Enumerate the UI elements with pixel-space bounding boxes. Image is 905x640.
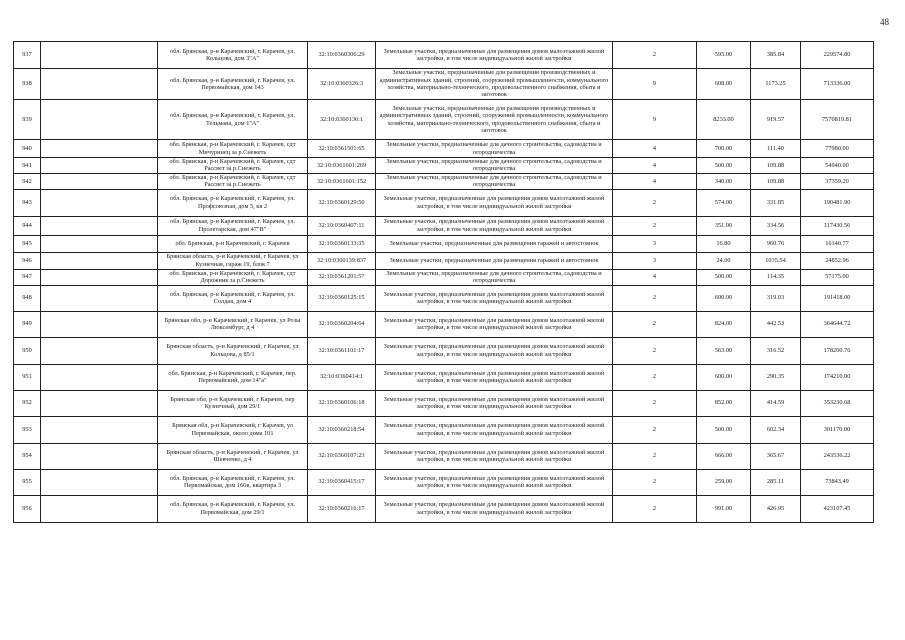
group-number-cell: 2 bbox=[613, 337, 697, 364]
cadastral-number-cell: 32:10:0360129:50 bbox=[308, 189, 376, 216]
table-row bbox=[14, 390, 874, 416]
cadastral-number-cell: 32:10:0360125:15 bbox=[308, 285, 376, 311]
cadastral-number-cell: 32:10:0361601:152 bbox=[308, 173, 376, 189]
cadastral-number-cell: 32:10:0360139:837 bbox=[308, 252, 376, 269]
table-row bbox=[14, 269, 874, 285]
land-use-cell: Земельные участки, предназначенные для размещения домов малоэтажной жилой застройки, в том числе индивидуальной жилой застройки bbox=[376, 216, 613, 235]
blank-cell bbox=[41, 269, 158, 285]
table-row bbox=[14, 252, 874, 269]
area-cell: 666.00 bbox=[697, 443, 751, 469]
specific-value-cell: 319.03 bbox=[751, 285, 801, 311]
group-number-cell: 2 bbox=[613, 364, 697, 390]
cadastral-value-cell: 423107.45 bbox=[801, 495, 874, 522]
specific-value-cell: 114.35 bbox=[751, 269, 801, 285]
row-number-cell: 951 bbox=[14, 364, 41, 390]
cadastral-value-table bbox=[13, 41, 874, 523]
address-cell: обл. Брянская, р-н Карачевский, г. Карачев, ул. Кольцова, дом 3"А" bbox=[158, 42, 308, 69]
address-cell: обл. Брянская, р-н Карачевский, г. Карачев, ул. Первомайская, дом 143 bbox=[158, 69, 308, 100]
row-number-cell: 944 bbox=[14, 216, 41, 235]
cadastral-number-cell: 32:10:0360107:23 bbox=[308, 443, 376, 469]
specific-value-cell: 109.88 bbox=[751, 158, 801, 174]
table-row bbox=[14, 416, 874, 443]
group-number-cell: 9 bbox=[613, 69, 697, 100]
blank-cell bbox=[41, 100, 158, 140]
group-number-cell: 9 bbox=[613, 100, 697, 140]
row-number-cell: 946 bbox=[14, 252, 41, 269]
group-number-cell: 2 bbox=[613, 42, 697, 69]
land-use-cell: Земельные участки, предназначенные для размещения домов малоэтажной жилой застройки, в том числе индивидуальной жилой застройки bbox=[376, 364, 613, 390]
address-cell: обл. Брянская, р-н Карачевский, г. Карачев, ул. Пролетарская, дом 47"В" bbox=[158, 216, 308, 235]
address-cell: обл. Брянская, р-н Карачевский, г. Карачев, ул. Тельмана, дом 1"А" bbox=[158, 100, 308, 140]
land-use-cell: Земельные участки, предназначенные для размещения домов малоэтажной жилой застройки, в том числе индивидуальной жилой застройки bbox=[376, 469, 613, 495]
group-number-cell: 4 bbox=[613, 140, 697, 158]
address-cell: обл. Брянская, р-н Карачевский, г. Карачев, сдт Рассвет за р.Снежеть bbox=[158, 158, 308, 174]
cadastral-number-cell: 32:10:0360415:17 bbox=[308, 469, 376, 495]
area-cell: 600.00 bbox=[697, 364, 751, 390]
cadastral-value-cell: 191418.00 bbox=[801, 285, 874, 311]
group-number-cell: 3 bbox=[613, 252, 697, 269]
area-cell: 574.00 bbox=[697, 189, 751, 216]
cadastral-value-cell: 117430.56 bbox=[801, 216, 874, 235]
cadastral-number-cell: 32:10:0360407:11 bbox=[308, 216, 376, 235]
land-use-cell: Земельные участки, предназначенные для размещения домов малоэтажной жилой застройки, в том числе индивидуальной жилой застройки bbox=[376, 416, 613, 443]
area-cell: 595.00 bbox=[697, 42, 751, 69]
specific-value-cell: 365.67 bbox=[751, 443, 801, 469]
table-row bbox=[14, 364, 874, 390]
specific-value-cell: 960.76 bbox=[751, 235, 801, 252]
address-cell: обл. Брянская, р-н Карачевский, г. Карачев bbox=[158, 235, 308, 252]
area-cell: 340.00 bbox=[697, 173, 751, 189]
specific-value-cell: 1173.25 bbox=[751, 69, 801, 100]
cadastral-value-cell: 57175.00 bbox=[801, 269, 874, 285]
row-number-cell: 950 bbox=[14, 337, 41, 364]
address-cell: обл. Брянская, р-н Карачевский, г. Карачев, пер. Первомайский, дом 14"а" bbox=[158, 364, 308, 390]
specific-value-cell: 442.53 bbox=[751, 311, 801, 337]
group-number-cell: 2 bbox=[613, 390, 697, 416]
address-cell: Брянская обл, р-н Карачевский, г Карачев, ул Розы Люксембург, д 4 bbox=[158, 311, 308, 337]
row-number-cell: 949 bbox=[14, 311, 41, 337]
table-row bbox=[14, 100, 874, 140]
address-cell: Брянская область, р-н Карачевский, г Карачев, ул Кузнечная, гараж 19, блок 7 bbox=[158, 252, 308, 269]
land-use-cell: Земельные участки, предназначенные для дачного строительства, садоводства и огородничества bbox=[376, 269, 613, 285]
group-number-cell: 4 bbox=[613, 173, 697, 189]
cadastral-value-cell: 73843.49 bbox=[801, 469, 874, 495]
specific-value-cell: 334.56 bbox=[751, 216, 801, 235]
blank-cell bbox=[41, 189, 158, 216]
table-row bbox=[14, 158, 874, 174]
cadastral-value-cell: 229574.80 bbox=[801, 42, 874, 69]
table-row bbox=[14, 42, 874, 69]
group-number-cell: 4 bbox=[613, 269, 697, 285]
area-cell: 500.00 bbox=[697, 158, 751, 174]
row-number-cell: 943 bbox=[14, 189, 41, 216]
address-cell: обл. Брянская, р-н Карачевский, г. Карачев, ул. Солдая, дом 4 bbox=[158, 285, 308, 311]
land-use-cell: Земельные участки, предназначенные для размещения гаражей и автостоянок bbox=[376, 252, 613, 269]
blank-cell bbox=[41, 216, 158, 235]
specific-value-cell: 426.95 bbox=[751, 495, 801, 522]
group-number-cell: 2 bbox=[613, 189, 697, 216]
cadastral-number-cell: 32:10:0360306:29 bbox=[308, 42, 376, 69]
specific-value-cell: 919.57 bbox=[751, 100, 801, 140]
cadastral-value-cell: 364644.72 bbox=[801, 311, 874, 337]
cadastral-value-cell: 16140.77 bbox=[801, 235, 874, 252]
table-row bbox=[14, 285, 874, 311]
cadastral-number-cell: 32:10:0360133:35 bbox=[308, 235, 376, 252]
cadastral-number-cell: 32:10:0360204:64 bbox=[308, 311, 376, 337]
specific-value-cell: 331.85 bbox=[751, 189, 801, 216]
specific-value-cell: 1035.54 bbox=[751, 252, 801, 269]
blank-cell bbox=[41, 69, 158, 100]
cadastral-value-cell: 301170.00 bbox=[801, 416, 874, 443]
row-number-cell: 955 bbox=[14, 469, 41, 495]
land-use-cell: Земельные участки, предназначенные для дачного строительства, садоводства и огородничества bbox=[376, 140, 613, 158]
specific-value-cell: 111.40 bbox=[751, 140, 801, 158]
address-cell: обл. Брянская, р-н Карачевский, г. Карачев, сдт Рассвет за р.Снежеть bbox=[158, 173, 308, 189]
row-number-cell: 942 bbox=[14, 173, 41, 189]
blank-cell bbox=[41, 285, 158, 311]
cadastral-value-cell: 713336.00 bbox=[801, 69, 874, 100]
blank-cell bbox=[41, 443, 158, 469]
table-row bbox=[14, 495, 874, 522]
table-row bbox=[14, 189, 874, 216]
cadastral-number-cell: 32:10:0361601:269 bbox=[308, 158, 376, 174]
group-number-cell: 2 bbox=[613, 285, 697, 311]
page-number: 48 bbox=[880, 17, 889, 27]
cadastral-value-cell: 178200.76 bbox=[801, 337, 874, 364]
land-use-cell: Земельные участки, предназначенные для дачного строительства, садоводства и огородничества bbox=[376, 173, 613, 189]
group-number-cell: 2 bbox=[613, 469, 697, 495]
blank-cell bbox=[41, 416, 158, 443]
land-use-cell: Земельные участки, предназначенные для размещения домов малоэтажной жилой застройки, в том числе индивидуальной жилой застройки bbox=[376, 285, 613, 311]
land-use-cell: Земельные участки, предназначенные для размещения домов малоэтажной жилой застройки, в том числе индивидуальной жилой застройки bbox=[376, 390, 613, 416]
row-number-cell: 954 bbox=[14, 443, 41, 469]
area-cell: 500.00 bbox=[697, 416, 751, 443]
table-row bbox=[14, 469, 874, 495]
row-number-cell: 948 bbox=[14, 285, 41, 311]
land-use-cell: Земельные участки, предназначенные для дачного строительства, садоводства и огородничества bbox=[376, 158, 613, 174]
group-number-cell: 2 bbox=[613, 443, 697, 469]
address-cell: Брянская область, р-н Карачевский, г Карачев, ул Кольцова, д 85/1 bbox=[158, 337, 308, 364]
cadastral-number-cell: 32:10:0360106:18 bbox=[308, 390, 376, 416]
group-number-cell: 2 bbox=[613, 416, 697, 443]
specific-value-cell: 109.88 bbox=[751, 173, 801, 189]
row-number-cell: 937 bbox=[14, 42, 41, 69]
address-cell: Брянская обл, р-н Карачевский, г Карачев, пер Кузнечный, дом 29/1 bbox=[158, 390, 308, 416]
area-cell: 16.80 bbox=[697, 235, 751, 252]
land-use-cell: Земельные участки, предназначенные для размещения домов малоэтажной жилой застройки, в том числе индивидуальной жилой застройки bbox=[376, 189, 613, 216]
specific-value-cell: 290.35 bbox=[751, 364, 801, 390]
table-row bbox=[14, 443, 874, 469]
address-cell: Брянская обл, р-н Карачевский, г Карачев, ул Первомайская, около дома 101 bbox=[158, 416, 308, 443]
row-number-cell: 941 bbox=[14, 158, 41, 174]
blank-cell bbox=[41, 42, 158, 69]
cadastral-value-cell: 7570819.81 bbox=[801, 100, 874, 140]
address-cell: обл. Брянская, р-н Карачевский, г. Карачев, ул. Профсоюзная, дом 5, кв 2 bbox=[158, 189, 308, 216]
blank-cell bbox=[41, 390, 158, 416]
cadastral-value-cell: 54940.00 bbox=[801, 158, 874, 174]
group-number-cell: 4 bbox=[613, 158, 697, 174]
land-use-cell: Земельные участки, предназначенные для размещения гаражей и автостоянок bbox=[376, 235, 613, 252]
blank-cell bbox=[41, 252, 158, 269]
blank-cell bbox=[41, 311, 158, 337]
cadastral-value-cell: 243536.22 bbox=[801, 443, 874, 469]
land-use-cell: Земельные участки, предназначенные для размещения домов малоэтажной жилой застройки, в том числе индивидуальной жилой застройки bbox=[376, 311, 613, 337]
area-cell: 600.00 bbox=[697, 285, 751, 311]
cadastral-number-cell: 32:10:0360414:1 bbox=[308, 364, 376, 390]
cadastral-value-cell: 37359.20 bbox=[801, 173, 874, 189]
address-cell: обл. Брянская, р-н Карачевский, г. Карачев, ул. Первомайская, дом 166в, квартира 3 bbox=[158, 469, 308, 495]
table-row bbox=[14, 69, 874, 100]
cadastral-number-cell: 32:10:0360216:17 bbox=[308, 495, 376, 522]
address-cell: обл. Брянская, р-н Карачевский, г. Карачев, сдт Мичуринец за р.Снежеть bbox=[158, 140, 308, 158]
land-use-cell: Земельные участки, предназначенные для размещения домов малоэтажной жилой застройки, в том числе индивидуальной жилой застройки bbox=[376, 443, 613, 469]
group-number-cell: 3 bbox=[613, 235, 697, 252]
row-number-cell: 953 bbox=[14, 416, 41, 443]
cadastral-value-cell: 174210.00 bbox=[801, 364, 874, 390]
land-use-cell: Земельные участки, предназначенные для размещения производственных и административных зданий, строений, сооружений промышленности, коммунального хозяйства, материально-технического, продовольственного снабжения, сбыта и заготовок bbox=[376, 100, 613, 140]
blank-cell bbox=[41, 495, 158, 522]
area-cell: 852.00 bbox=[697, 390, 751, 416]
blank-cell bbox=[41, 469, 158, 495]
cadastral-value-cell: 24852.96 bbox=[801, 252, 874, 269]
table-row bbox=[14, 311, 874, 337]
table-row bbox=[14, 140, 874, 158]
row-number-cell: 939 bbox=[14, 100, 41, 140]
blank-cell bbox=[41, 140, 158, 158]
cadastral-number-cell: 32:10:0361101:17 bbox=[308, 337, 376, 364]
specific-value-cell: 602.34 bbox=[751, 416, 801, 443]
area-cell: 991.00 bbox=[697, 495, 751, 522]
cadastral-value-cell: 353230.68 bbox=[801, 390, 874, 416]
area-cell: 608.00 bbox=[697, 69, 751, 100]
address-cell: обл. Брянская, р-н Карачевский, г. Карачев, ул. Первомайская, дом 29/1 bbox=[158, 495, 308, 522]
cadastral-number-cell: 32:10:0361201:57 bbox=[308, 269, 376, 285]
area-cell: 563.00 bbox=[697, 337, 751, 364]
row-number-cell: 938 bbox=[14, 69, 41, 100]
address-cell: Брянская область, р-н Карачевский, г Карачев, ул Шевченко, д 4 bbox=[158, 443, 308, 469]
cadastral-value-cell: 190481.90 bbox=[801, 189, 874, 216]
area-cell: 351.00 bbox=[697, 216, 751, 235]
cadastral-number-cell: 32:10:0360326:3 bbox=[308, 69, 376, 100]
specific-value-cell: 414.59 bbox=[751, 390, 801, 416]
specific-value-cell: 285.11 bbox=[751, 469, 801, 495]
blank-cell bbox=[41, 173, 158, 189]
group-number-cell: 2 bbox=[613, 216, 697, 235]
blank-cell bbox=[41, 337, 158, 364]
table-row bbox=[14, 216, 874, 235]
table-row bbox=[14, 173, 874, 189]
land-use-cell: Земельные участки, предназначенные для размещения производственных и административных зданий, строений, сооружений промышленности, коммунального хозяйства, материально-технического, продовольственного снабжения, сбыта и заготовок bbox=[376, 69, 613, 100]
table-row bbox=[14, 337, 874, 364]
land-use-cell: Земельные участки, предназначенные для размещения домов малоэтажной жилой застройки, в том числе индивидуальной жилой застройки bbox=[376, 42, 613, 69]
row-number-cell: 952 bbox=[14, 390, 41, 416]
cadastral-value-cell: 77980.00 bbox=[801, 140, 874, 158]
blank-cell bbox=[41, 364, 158, 390]
blank-cell bbox=[41, 158, 158, 174]
cadastral-number-cell: 32:10:0361501:65 bbox=[308, 140, 376, 158]
cadastral-number-cell: 32:10:0360136:1 bbox=[308, 100, 376, 140]
land-use-cell: Земельные участки, предназначенные для размещения домов малоэтажной жилой застройки, в том числе индивидуальной жилой застройки bbox=[376, 495, 613, 522]
group-number-cell: 2 bbox=[613, 495, 697, 522]
row-number-cell: 940 bbox=[14, 140, 41, 158]
specific-value-cell: 316.52 bbox=[751, 337, 801, 364]
land-use-cell: Земельные участки, предназначенные для размещения домов малоэтажной жилой застройки, в том числе индивидуальной жилой застройки bbox=[376, 337, 613, 364]
blank-cell bbox=[41, 235, 158, 252]
table-row bbox=[14, 235, 874, 252]
row-number-cell: 956 bbox=[14, 495, 41, 522]
area-cell: 24.00 bbox=[697, 252, 751, 269]
row-number-cell: 947 bbox=[14, 269, 41, 285]
specific-value-cell: 385.84 bbox=[751, 42, 801, 69]
row-number-cell: 945 bbox=[14, 235, 41, 252]
area-cell: 8233.00 bbox=[697, 100, 751, 140]
cadastral-number-cell: 32:10:0360218:54 bbox=[308, 416, 376, 443]
area-cell: 824.00 bbox=[697, 311, 751, 337]
group-number-cell: 2 bbox=[613, 311, 697, 337]
area-cell: 700.00 bbox=[697, 140, 751, 158]
area-cell: 259.00 bbox=[697, 469, 751, 495]
area-cell: 500.00 bbox=[697, 269, 751, 285]
address-cell: обл. Брянская, р-н Карачевский, г. Карачев, сдт Дорожник за р.Снежеть bbox=[158, 269, 308, 285]
